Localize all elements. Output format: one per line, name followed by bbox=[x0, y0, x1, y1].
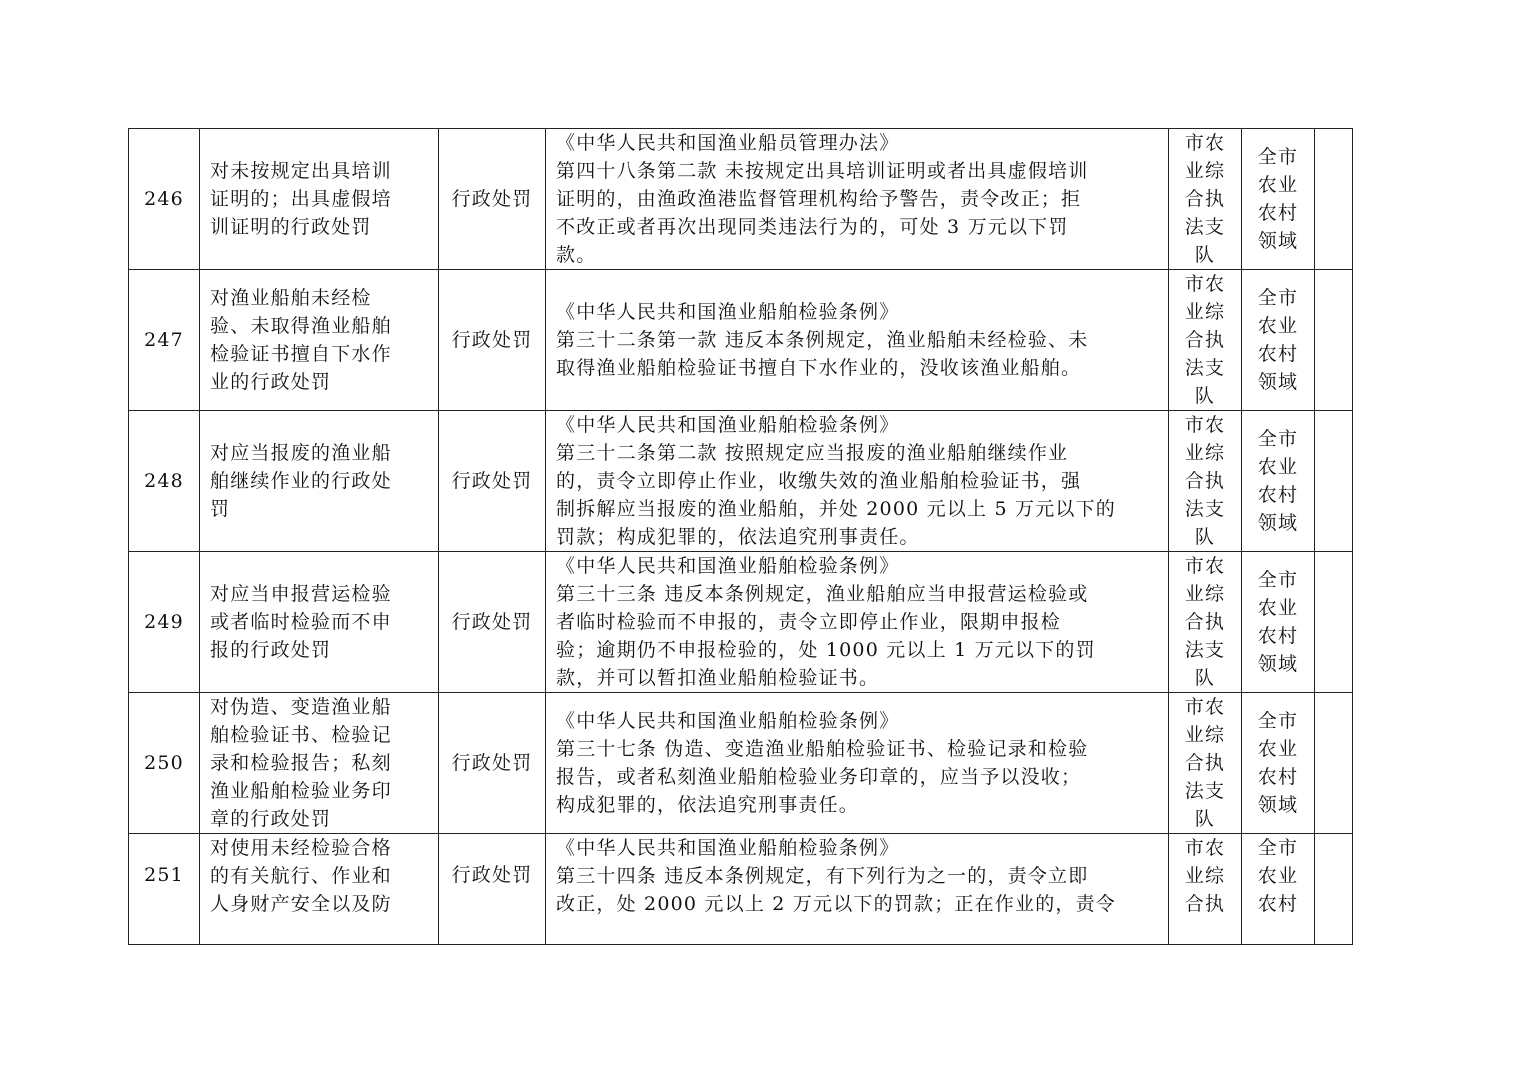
remarks bbox=[1315, 834, 1353, 945]
item-type: 行政处罚 bbox=[439, 270, 546, 411]
enforcement-dept: 市农 业综 合执 法支 队 bbox=[1184, 555, 1226, 689]
table-row bbox=[129, 129, 1353, 270]
item-number: 247 bbox=[129, 270, 200, 411]
remarks bbox=[1315, 693, 1353, 834]
table-row bbox=[129, 270, 1353, 411]
basis-body: 第三十二条第一款 违反本条例规定，渔业船舶未经检验、未 取得渔业船舶检验证书擅自下水作业的，没收该渔业船舶。 bbox=[556, 329, 1089, 379]
item-number: 248 bbox=[129, 411, 200, 552]
item-number: 251 bbox=[129, 834, 200, 945]
remarks bbox=[1315, 129, 1353, 270]
item-name: 对使用未经检验合格 的有关航行、作业和 人身财产安全以及防 bbox=[210, 837, 392, 915]
remarks bbox=[1315, 270, 1353, 411]
basis-body: 第三十四条 违反本条例规定，有下列行为之一的，责令立即 改正，处 2000 元以上 2 万元以下的罚款；正在作业的，责令 bbox=[556, 865, 1117, 915]
item-type: 行政处罚 bbox=[439, 693, 546, 834]
item-name: 对伪造、变造渔业船 舶检验证书、检验记 录和检验报告；私刻 渔业船舶检验业务印 章的行政处罚 bbox=[210, 696, 392, 830]
enforcement-dept: 市农 业综 合执 法支 队 bbox=[1184, 273, 1226, 407]
item-number: 250 bbox=[129, 693, 200, 834]
enforcement-items-table bbox=[128, 128, 1353, 945]
item-name: 对未按规定出具培训 证明的；出具虚假培 训证明的行政处罚 bbox=[210, 160, 392, 238]
basis-title: 《中华人民共和国渔业船舶检验条例》 bbox=[556, 301, 900, 323]
scope: 全市 农业 农村 领域 bbox=[1257, 428, 1299, 534]
item-type: 行政处罚 bbox=[439, 552, 546, 693]
table-row bbox=[129, 834, 1353, 945]
scope: 全市 农业 农村 领域 bbox=[1257, 287, 1299, 393]
item-name: 对应当申报营运检验 或者临时检验而不申 报的行政处罚 bbox=[210, 583, 392, 661]
basis-body: 第四十八条第二款 未按规定出具培训证明或者出具虚假培训 证明的，由渔政渔港监督管理机构给予警告，责令改正；拒 不改正或者再次出现同类违法行为的，可处 3 万元以下罚 款。 bbox=[556, 160, 1089, 266]
scope: 全市 农业 农村 bbox=[1257, 837, 1299, 915]
basis-title: 《中华人民共和国渔业船员管理办法》 bbox=[556, 132, 900, 154]
basis-title: 《中华人民共和国渔业船舶检验条例》 bbox=[556, 710, 900, 732]
item-type: 行政处罚 bbox=[439, 129, 546, 270]
item-name: 对渔业船舶未经检 验、未取得渔业船舶 检验证书擅自下水作 业的行政处罚 bbox=[210, 287, 392, 393]
scope: 全市 农业 农村 领域 bbox=[1257, 710, 1299, 816]
remarks bbox=[1315, 552, 1353, 693]
enforcement-dept: 市农 业综 合执 法支 队 bbox=[1184, 414, 1226, 548]
basis-title: 《中华人民共和国渔业船舶检验条例》 bbox=[556, 837, 900, 859]
scope: 全市 农业 农村 领域 bbox=[1257, 569, 1299, 675]
basis-body: 第三十二条第二款 按照规定应当报废的渔业船舶继续作业 的，责令立即停止作业，收缴失效的渔业船舶检验证书，强 制拆解应当报废的渔业船舶，并处 2000 元以上 5 万元以下的 罚款；构成犯罪的，依法追究刑事责任。 bbox=[556, 442, 1117, 548]
basis-body: 第三十七条 伪造、变造渔业船舶检验证书、检验记录和检验 报告，或者私刻渔业船舶检验业务印章的，应当予以没收； 构成犯罪的，依法追究刑事责任。 bbox=[556, 738, 1089, 816]
enforcement-dept: 市农 业综 合执 bbox=[1184, 837, 1226, 915]
basis-title: 《中华人民共和国渔业船舶检验条例》 bbox=[556, 555, 900, 577]
basis-title: 《中华人民共和国渔业船舶检验条例》 bbox=[556, 414, 900, 436]
table-row bbox=[129, 411, 1353, 552]
basis-body: 第三十三条 违反本条例规定，渔业船舶应当申报营运检验或 者临时检验而不申报的，责令立即停止作业，限期申报检 验；逾期仍不申报检验的，处 1000 元以上 1 万元以下的罚 款，并可以暂扣渔业船舶检验证书。 bbox=[556, 583, 1096, 689]
item-type: 行政处罚 bbox=[439, 834, 546, 945]
item-number: 249 bbox=[129, 552, 200, 693]
enforcement-dept: 市农 业综 合执 法支 队 bbox=[1184, 696, 1226, 830]
table-row bbox=[129, 552, 1353, 693]
item-name: 对应当报废的渔业船 舶继续作业的行政处 罚 bbox=[210, 442, 392, 520]
table-row bbox=[129, 693, 1353, 834]
item-number: 246 bbox=[129, 129, 200, 270]
remarks bbox=[1315, 411, 1353, 552]
scope: 全市 农业 农村 领域 bbox=[1257, 146, 1299, 252]
item-type: 行政处罚 bbox=[439, 411, 546, 552]
enforcement-dept: 市农 业综 合执 法支 队 bbox=[1184, 132, 1226, 266]
